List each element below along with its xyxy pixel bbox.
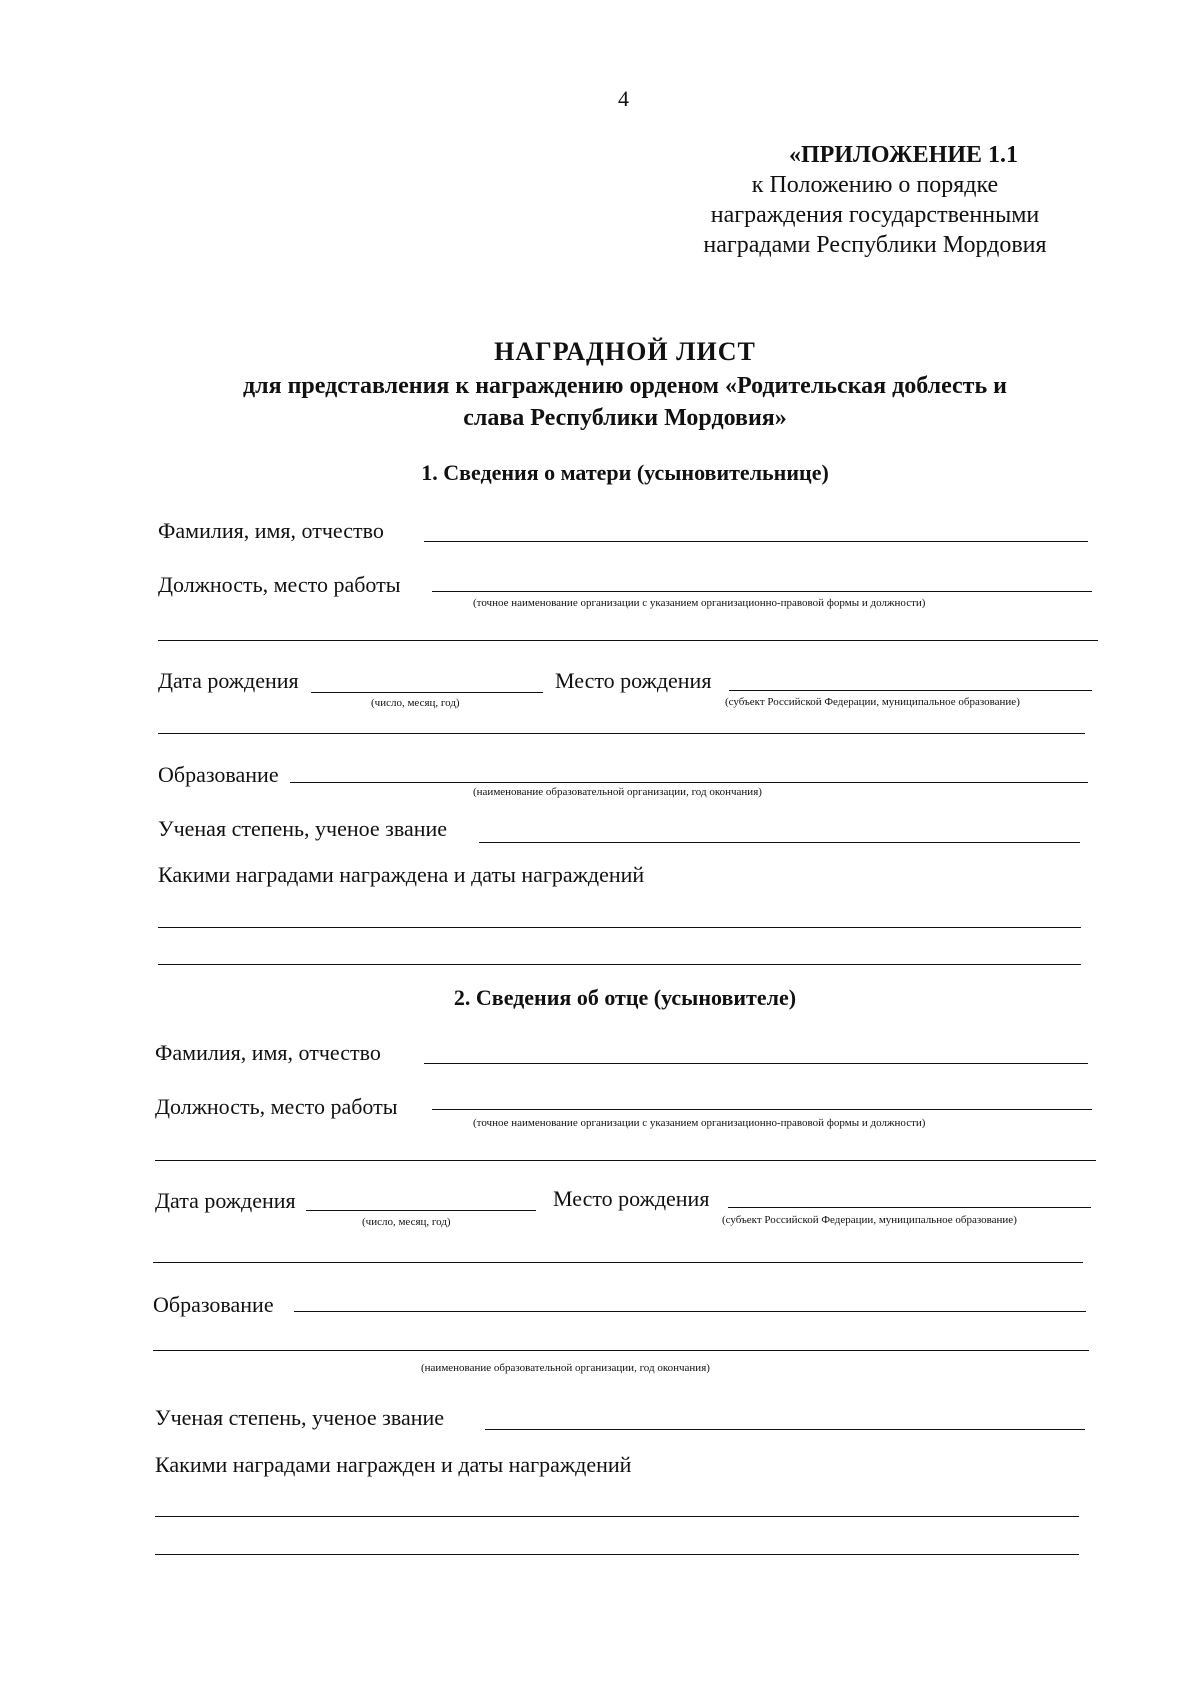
appendix-line-1: к Положению о порядке: [751, 172, 999, 198]
father-awards-field-line-2[interactable]: [155, 1554, 1079, 1555]
father-education-field[interactable]: [294, 1311, 1086, 1312]
mother-education-hint: (наименование образовательной организации, год окончания): [473, 786, 762, 798]
mother-birth-place-field-line-2[interactable]: [158, 733, 1085, 734]
mother-degree-field[interactable]: [479, 842, 1080, 843]
appendix-title: «ПРИЛОЖЕНИЕ 1.1: [788, 142, 1018, 168]
section-father-heading: 2. Сведения об отце (усыновителе): [453, 985, 797, 1010]
mother-birth-place-label: Место рождения: [555, 668, 712, 693]
mother-job-label: Должность, место работы: [158, 572, 401, 597]
father-awards-label: Какими наградами награжден и даты награждений: [155, 1452, 632, 1477]
father-birth-place-field-line-2[interactable]: [153, 1262, 1083, 1263]
father-fio-label: Фамилия, имя, отчество: [155, 1040, 381, 1065]
document-subtitle-line-1: для представления к награждению орденом «Родительская доблесть и: [243, 373, 1007, 399]
father-birth-place-label: Место рождения: [553, 1186, 710, 1211]
mother-awards-field-line-1[interactable]: [158, 927, 1081, 928]
father-job-hint: (точное наименование организации с указанием организационно-правовой формы и должности): [473, 1117, 926, 1129]
father-awards-field-line-1[interactable]: [155, 1516, 1079, 1517]
appendix-block: [660, 140, 1090, 260]
father-education-label: Образование: [153, 1292, 274, 1317]
mother-job-field[interactable]: [432, 591, 1092, 592]
mother-fio-field[interactable]: [424, 541, 1088, 542]
mother-education-label: Образование: [158, 762, 279, 787]
father-degree-label: Ученая степень, ученое звание: [155, 1405, 445, 1430]
mother-birth-place-hint: (субъект Российской Федерации, муниципальное образование): [725, 696, 1020, 708]
father-education-hint: (наименование образовательной организации, год окончания): [421, 1362, 710, 1374]
father-degree-field[interactable]: [485, 1429, 1085, 1430]
father-birth-date-label: Дата рождения: [155, 1188, 296, 1213]
mother-birth-place-field[interactable]: [729, 690, 1092, 691]
father-job-field-line-2[interactable]: [155, 1160, 1096, 1161]
father-birth-date-hint: (число, месяц, год): [362, 1216, 451, 1228]
document-title: НАГРАДНОЙ ЛИСТ: [494, 337, 756, 366]
father-birth-place-hint: (субъект Российской Федерации, муниципальное образование): [722, 1214, 1017, 1226]
mother-birth-date-label: Дата рождения: [158, 668, 299, 693]
mother-birth-date-hint: (число, месяц, год): [371, 697, 460, 709]
mother-job-field-line-2[interactable]: [158, 640, 1098, 641]
mother-degree-label: Ученая степень, ученое звание: [158, 816, 448, 841]
mother-job-hint: (точное наименование организации с указанием организационно-правовой формы и должности): [473, 597, 926, 609]
father-birth-date-field[interactable]: [306, 1210, 536, 1211]
mother-awards-label: Какими наградами награждена и даты награждений: [158, 862, 645, 887]
appendix-line-3: наградами Республики Мордовия: [703, 232, 1047, 258]
mother-education-field[interactable]: [290, 782, 1088, 783]
mother-birth-date-field[interactable]: [311, 692, 543, 693]
page-number: 4: [618, 86, 629, 111]
father-job-field[interactable]: [432, 1109, 1092, 1110]
father-education-field-line-2[interactable]: [153, 1350, 1089, 1351]
section-mother-heading: 1. Сведения о матери (усыновительнице): [421, 460, 829, 485]
father-birth-place-field[interactable]: [728, 1207, 1091, 1208]
mother-awards-field-line-2[interactable]: [158, 964, 1081, 965]
document-subtitle-line-2: слава Республики Мордовия»: [463, 405, 787, 431]
mother-fio-label: Фамилия, имя, отчество: [158, 518, 384, 543]
appendix-line-2: награждения государственными: [710, 202, 1040, 228]
father-job-label: Должность, место работы: [155, 1094, 398, 1119]
father-fio-field[interactable]: [424, 1063, 1088, 1064]
